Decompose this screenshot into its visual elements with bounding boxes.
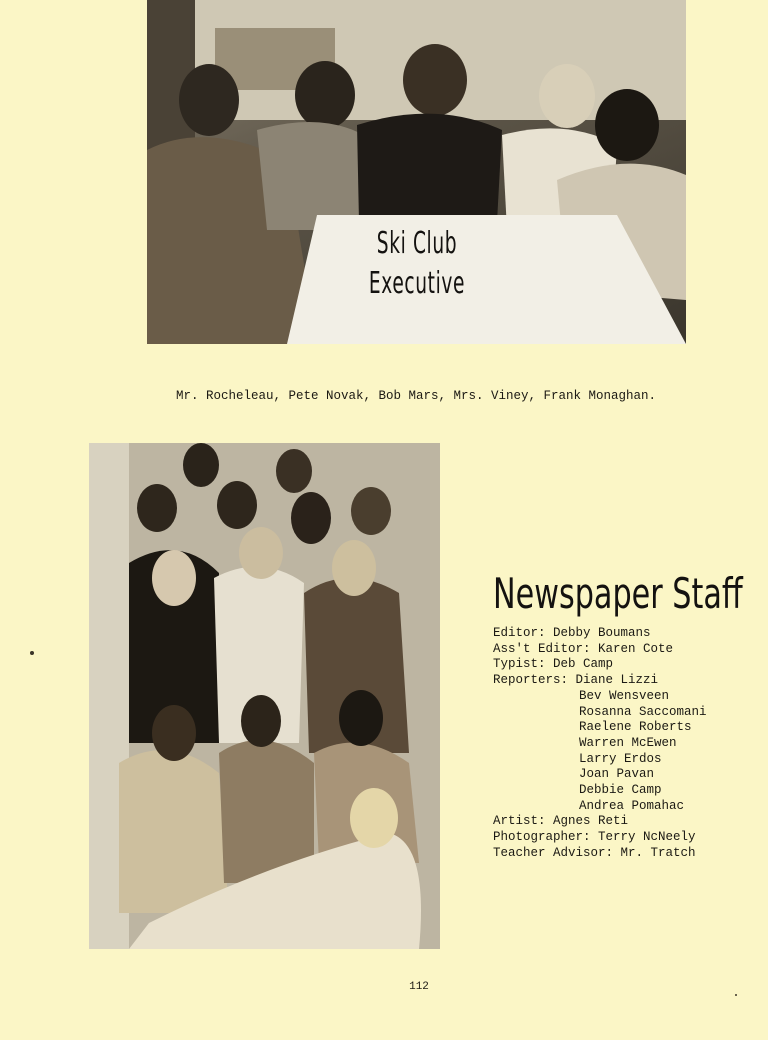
staff-name: Agnes Reti (553, 814, 629, 829)
staff-name: Raelene Roberts (579, 720, 692, 735)
staff-row-reporter (493, 720, 707, 736)
staff-row-reporter (493, 799, 707, 815)
ski-club-title-line1: Ski Club (376, 226, 458, 261)
newspaper-staff-heading: Newspaper Staff (493, 569, 743, 618)
staff-name: Bev Wensveen (579, 688, 670, 703)
paper-speck (735, 994, 737, 996)
staff-row-reporter (493, 752, 707, 768)
staff-row-reporter (493, 783, 707, 799)
staff-name: Diane Lizzi (575, 673, 659, 688)
staff-role: Teacher Advisor: (493, 845, 621, 860)
staff-row-reporters (493, 673, 707, 689)
staff-name: Karen Cote (598, 641, 674, 656)
staff-role: Reporters: (493, 673, 576, 688)
staff-role: Typist: (493, 657, 554, 672)
staff-row-teacher-advisor (493, 846, 707, 862)
staff-name: Rosanna Saccomani (579, 704, 707, 719)
staff-name: Joan Pavan (579, 767, 655, 782)
ski-club-title-line2: Executive (368, 266, 466, 301)
staff-name: Deb Camp (553, 657, 614, 672)
staff-row-editor (493, 626, 707, 642)
newspaper-staff-photo-scene (89, 443, 440, 949)
staff-row-typist (493, 657, 707, 673)
staff-row-reporter (493, 705, 707, 721)
ski-club-caption: Mr. Rocheleau, Pete Novak, Bob Mars, Mrs. Viney, Frank Monaghan. (175, 389, 657, 403)
staff-row-assistant-editor (493, 642, 707, 658)
page-number: 112 (409, 981, 429, 993)
staff-name: Debbie Camp (579, 783, 662, 798)
ski-club-photo (147, 0, 686, 344)
staff-row-reporter (493, 736, 707, 752)
staff-name: Mr. Tratch (620, 845, 696, 860)
staff-row-photographer (493, 830, 707, 846)
staff-name: Debby Boumans (553, 626, 651, 640)
staff-row-reporter (493, 689, 707, 705)
staff-role: Editor: (493, 626, 554, 640)
staff-row-artist (493, 814, 707, 830)
staff-role: Photographer: (493, 830, 599, 845)
staff-name: Warren McEwen (579, 735, 677, 750)
staff-name: Larry Erdos (579, 751, 662, 766)
staff-role: Ass't Editor: (493, 641, 599, 656)
staff-name: Andrea Pomahac (579, 798, 685, 813)
newspaper-staff-photo (89, 443, 440, 949)
newspaper-staff-list (493, 626, 707, 862)
paper-speck (30, 651, 34, 655)
staff-role: Artist: (493, 814, 554, 829)
staff-row-reporter (493, 767, 707, 783)
staff-name: Terry NcNeely (598, 830, 696, 845)
ski-club-photo-title (361, 224, 473, 304)
